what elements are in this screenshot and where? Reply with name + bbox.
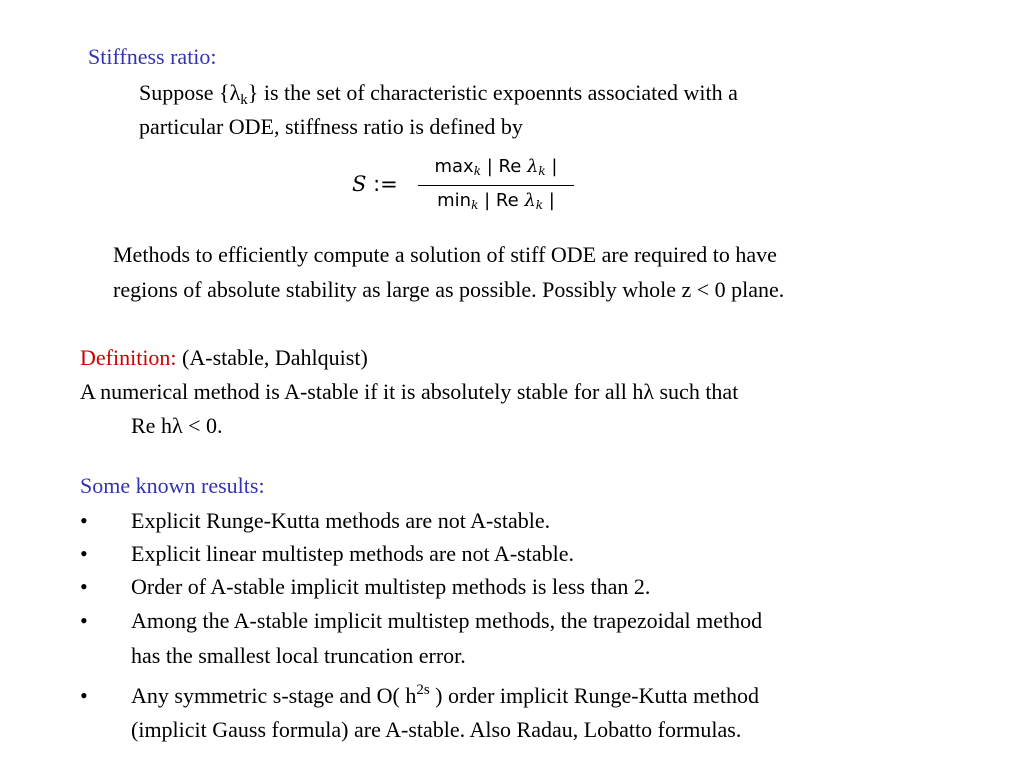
k-subscript: k xyxy=(240,92,248,108)
formula-num-abs-open: | Re xyxy=(480,156,527,177)
results-item-5-text xyxy=(131,683,759,709)
formula-lhs xyxy=(352,172,398,196)
formula-den-lambda: λ xyxy=(524,190,536,211)
results-item-4-cont: has the smallest local truncation error. xyxy=(131,643,466,668)
methods-line-1: Methods to efficiently compute a solution of stiff ODE are required to have xyxy=(113,242,777,267)
stiffness-line-1-pre: Suppose { xyxy=(139,80,230,105)
formula-lhs-op: := xyxy=(366,172,398,196)
lambda-symbol: λ xyxy=(229,80,241,105)
definition-heading xyxy=(80,345,368,371)
stiffness-formula xyxy=(352,152,592,216)
definition-line-1: A numerical method is A-stable if it is absolutely stable for all hλ such that xyxy=(80,379,739,404)
formula-num-func: max xyxy=(434,156,474,177)
stiffness-line-2: particular ODE, stiffness ratio is defined by xyxy=(139,114,523,139)
results-item-3-text: Order of A-stable implicit multistep methods is less than 2. xyxy=(131,574,651,599)
results-item-2-text: Explicit linear multistep methods are not A-stable. xyxy=(131,541,574,566)
results-item-5-post: ) order implicit Runge-Kutta method xyxy=(429,683,759,708)
formula-num-lambda: λ xyxy=(527,156,539,177)
results-item-5-cont: (implicit Gauss formula) are A-stable. Also Radau, Lobatto formulas. xyxy=(131,717,742,742)
results-item-4-text: Among the A-stable implicit multistep methods, the trapezoidal method xyxy=(131,608,763,633)
formula-num-index: k xyxy=(473,164,481,178)
definition-label: Definition: xyxy=(80,345,177,370)
definition-line-2: Re hλ < 0. xyxy=(131,413,223,438)
formula-num-lambda-index: k xyxy=(538,164,546,178)
results-heading: Some known results: xyxy=(80,473,265,498)
results-item-1-text: Explicit Runge-Kutta methods are not A-stable. xyxy=(131,508,551,533)
formula-lhs-var: S xyxy=(352,172,367,196)
formula-denominator xyxy=(416,190,576,212)
bullet-4: • xyxy=(80,608,88,633)
stiffness-line-1 xyxy=(139,80,738,106)
formula-den-lambda-index: k xyxy=(535,198,544,212)
stiffness-line-1-post: } is the set of characteristic expoennts associated with a xyxy=(247,80,738,105)
formula-den-abs-open: | Re xyxy=(478,190,525,211)
bullet-3: • xyxy=(80,574,88,599)
formula-den-func: min xyxy=(437,190,472,211)
formula-numerator xyxy=(416,156,576,178)
bullet-2: • xyxy=(80,541,88,566)
results-item-5-pre: Any symmetric s-stage and O( h xyxy=(131,683,417,708)
formula-den-abs-close: | xyxy=(543,190,555,211)
exponent-2s: 2s xyxy=(416,682,430,698)
fraction-bar xyxy=(418,185,574,186)
bullet-1: • xyxy=(80,508,88,533)
bullet-5: • xyxy=(80,683,88,708)
definition-title: (A-stable, Dahlquist) xyxy=(176,345,368,370)
formula-num-abs-close: | xyxy=(545,156,558,177)
methods-line-2: regions of absolute stability as large as possible. Possibly whole z < 0 plane. xyxy=(113,277,785,302)
formula-den-index: k xyxy=(471,198,479,212)
stiffness-heading: Stiffness ratio: xyxy=(88,44,217,69)
